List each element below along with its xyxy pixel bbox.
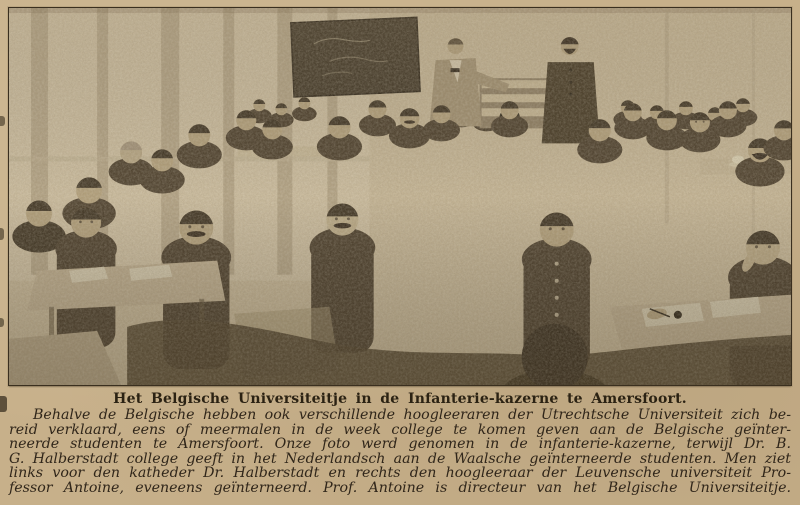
- caption-line-4: G. Halberstadt college geeft in het Nederlandsch aan de Waalsche geïnterneerde studenten. Men ziet: [9, 450, 791, 467]
- photo-illustration: [9, 8, 791, 385]
- caption-body: [0, 408, 800, 495]
- caption-line-6: fessor Antoine, eveneens geïnterneerd. Prof. Antoine is directeur van het Belgische Universiteitje.: [9, 479, 791, 496]
- photo-frame: [8, 7, 792, 386]
- caption-line-2: reid verklaard, eens of meermalen in de week college te komen geven aan de Belgische geïnter-: [9, 421, 791, 438]
- vignette: [9, 8, 791, 385]
- caption-line-3: neerde studenten te Amersfoort. Onze foto werd genomen in de infanterie-kazerne, terwijl Dr. B.: [9, 436, 791, 452]
- paper-smudge: [0, 116, 5, 126]
- caption-title: Het Belgische Universiteitje in de Infanterie-kazerne te Amersfoort.: [113, 391, 687, 407]
- photo-caption: [0, 391, 800, 495]
- caption-line-1: Behalve de Belgische hebben ook verschillende hoogleeraren der Utrechtsche Universiteit zich be-: [33, 407, 791, 423]
- paper-smudge: [0, 318, 4, 327]
- paper-smudge: [0, 228, 4, 240]
- caption-line-5: links voor den katheder Dr. Halberstadt en rechts den hoogleeraar der Leuvensche universiteit Pro-: [9, 465, 791, 481]
